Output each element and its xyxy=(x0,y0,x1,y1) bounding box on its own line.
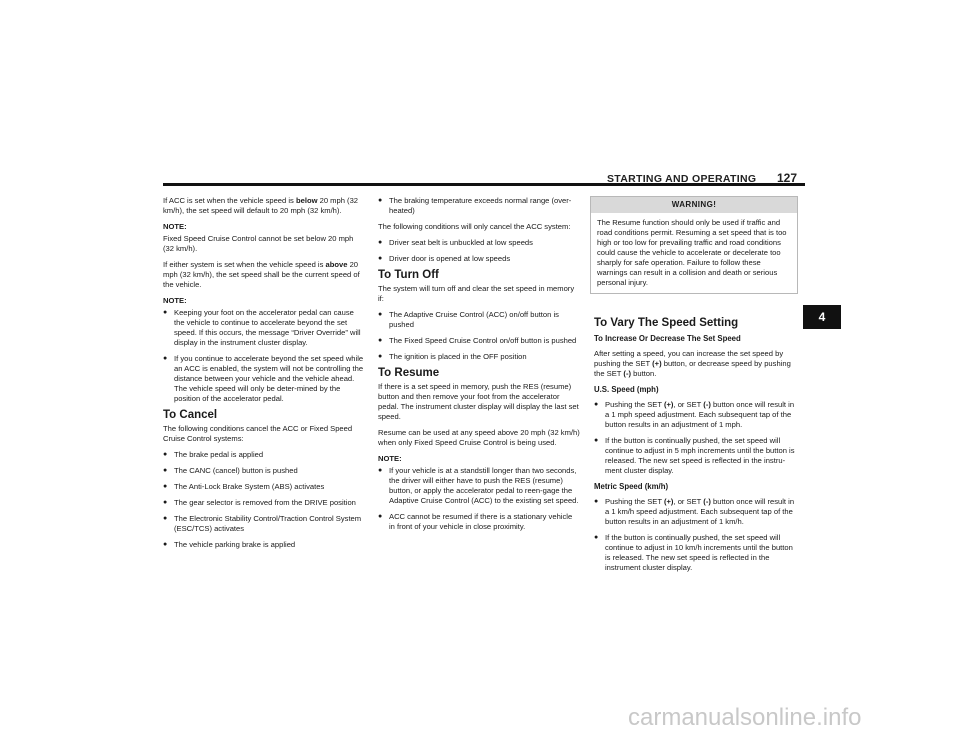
list-item-text: The vehicle parking brake is applied xyxy=(174,540,296,549)
list-item-text: The brake pedal is applied xyxy=(174,450,264,459)
text: 20 mph (32 km/h), the set speed will default to 20 mph (32 km/h). xyxy=(163,196,359,215)
text: Pushing the SET xyxy=(605,400,664,409)
paragraph xyxy=(163,260,365,290)
text: If the button is continually pushed, the set speed will continue to adjust in 10 km/h increments until the button is released. The new set speed is reflected in the instrument cluster display. xyxy=(605,533,793,572)
paragraph: The following conditions will only cancel the ACC system: xyxy=(378,222,571,231)
list-item xyxy=(378,466,580,506)
list-item xyxy=(378,352,580,362)
paragraph xyxy=(163,196,365,216)
text: button once will result in a 1 mph speed adjustment. Each subsequent tap of the button results in an adjustment of 1 mph. xyxy=(605,400,795,429)
list-item-text: Driver seat belt is unbuckled at low speeds xyxy=(389,238,533,247)
bullet-icon: ● xyxy=(378,467,383,474)
list-item xyxy=(594,533,797,573)
emphasis: (+) xyxy=(663,497,674,506)
section-heading-turn-off: To Turn Off xyxy=(378,269,439,281)
page-number: 127 xyxy=(777,171,798,185)
bullet-icon: ● xyxy=(378,513,383,520)
list-item xyxy=(163,308,365,348)
note-text: Fixed Speed Cruise Control cannot be set below 20 mph (32 km/h). xyxy=(163,234,354,253)
bullet-icon: ● xyxy=(163,451,168,458)
paragraph: The following conditions cancel the ACC or Fixed Speed Cruise Control systems: xyxy=(163,424,353,443)
list-item-text: ACC cannot be resumed if there is a stationary vehicle in front of your vehicle in close proximity. xyxy=(389,512,573,531)
list-item xyxy=(163,498,365,508)
list-item-text: The ignition is placed in the OFF position xyxy=(389,352,527,361)
list-item xyxy=(378,512,580,532)
emphasis: (-) xyxy=(703,400,711,409)
emphasis: (+) xyxy=(652,359,662,368)
list-item xyxy=(594,400,797,430)
watermark: carmanualsonline.info xyxy=(628,704,862,731)
list-item-text: Driver door is opened at low speeds xyxy=(389,254,511,263)
list-item xyxy=(163,354,365,404)
paragraph xyxy=(594,349,797,379)
list-item xyxy=(594,497,797,527)
bullet-icon: ● xyxy=(163,355,168,362)
bullet-list xyxy=(594,497,797,573)
bullet-list xyxy=(163,308,365,404)
note-label: NOTE: xyxy=(378,454,402,463)
list-item xyxy=(378,254,580,264)
bullet-icon: ● xyxy=(378,337,383,344)
paragraph: The system will turn off and clear the set speed in memory if: xyxy=(378,284,575,303)
warning-box xyxy=(590,196,798,294)
list-item xyxy=(378,336,580,346)
bullet-icon: ● xyxy=(378,353,383,360)
bullet-icon: ● xyxy=(378,239,383,246)
bullet-icon: ● xyxy=(163,515,168,522)
list-item-text: The Adaptive Cruise Control (ACC) on/off button is pushed xyxy=(389,310,559,329)
bullet-icon: ● xyxy=(163,541,168,548)
bullet-icon: ● xyxy=(378,197,383,204)
list-item-text: If you continue to accelerate beyond the set speed while an ACC is enabled, the system will not be controlling the distance between your vehicle and the vehicle ahead. The vehicle speed will only be deter-mined by the position of the accelerator pedal. xyxy=(174,354,364,403)
list-item xyxy=(163,450,365,460)
list-item-text: The gear selector is removed from the DRIVE position xyxy=(174,498,356,507)
bullet-list xyxy=(378,238,580,264)
chapter-tab: 4 xyxy=(803,305,841,329)
emphasis: (-) xyxy=(703,497,711,506)
text: If ACC is set when the vehicle speed is xyxy=(163,196,296,205)
list-item xyxy=(378,196,580,216)
list-item-text: The Fixed Speed Cruise Control on/off button is pushed xyxy=(389,336,577,345)
section-heading-cancel: To Cancel xyxy=(163,409,218,421)
paragraph: If there is a set speed in memory, push the RES (resume) button and then remove your foot from the accelerator pedal. The instrument cluster display will display the last set speed. xyxy=(378,382,579,421)
emphasis: (-) xyxy=(623,369,632,378)
note-label: NOTE: xyxy=(163,222,187,231)
bullet-icon: ● xyxy=(163,483,168,490)
list-item xyxy=(378,310,580,330)
text: 20 mph (32 km/h), the set speed shall be the current speed of the vehicle. xyxy=(163,260,360,289)
list-item-text: The Anti-Lock Brake System (ABS) activates xyxy=(174,482,325,491)
list-item xyxy=(378,238,580,248)
bullet-icon: ● xyxy=(378,311,383,318)
list-item-text: Keeping your foot on the accelerator pedal can cause the vehicle to continue to accelerate beyond the set speed. If this occurs, the message “Driver Override” will display in the instrument cluster display. xyxy=(174,308,361,347)
list-item xyxy=(163,540,365,550)
bullet-icon: ● xyxy=(163,309,168,316)
list-item xyxy=(163,482,365,492)
column-left xyxy=(163,196,365,556)
bullet-list xyxy=(163,450,365,550)
bullet-icon: ● xyxy=(378,255,383,262)
emphasis: below xyxy=(295,196,318,205)
text: button. xyxy=(631,369,657,378)
note-label: NOTE: xyxy=(163,296,187,305)
bullet-icon: ● xyxy=(594,437,599,444)
column-middle xyxy=(378,196,580,538)
list-item xyxy=(163,466,365,476)
text: button, or decrease speed by pushing the SET xyxy=(594,359,791,378)
emphasis: above xyxy=(325,260,348,269)
list-item xyxy=(594,436,797,476)
column-right xyxy=(594,312,797,579)
sub-heading: U.S. Speed (mph) xyxy=(594,385,659,394)
list-item xyxy=(163,514,365,534)
text: button once will result in a 1 km/h speed adjustment. Each subsequent tap of the button results in an adjustment of 1 km/h. xyxy=(605,497,795,526)
section-title: STARTING AND OPERATING xyxy=(607,173,757,185)
text: , or SET xyxy=(673,400,704,409)
list-item-text: If your vehicle is at a standstill longer than two seconds, the driver will either have to push the RES (resume) button, or apply the accelerator pedal to reen-gage the Adaptive Cruise Control (ACC) to the existing set speed. xyxy=(389,466,579,505)
paragraph: Resume can be used at any speed above 20 mph (32 km/h) when only Fixed Speed Cruise Control is being used. xyxy=(378,428,580,447)
text: If either system is set when the vehicle speed is xyxy=(163,260,326,269)
warning-title: WARNING! xyxy=(591,197,797,213)
list-item-text: The Electronic Stability Control/Traction Control System (ESC/TCS) activates xyxy=(174,514,362,533)
sub-heading: To Increase Or Decrease The Set Speed xyxy=(594,334,741,343)
bullet-icon: ● xyxy=(594,401,599,408)
section-heading-resume: To Resume xyxy=(378,367,440,379)
warning-text: The Resume function should only be used if traffic and road conditions permit. Resuming a set speed that is too high or too low for prevailing traffic and road conditions could cause the vehicle to accelerate or decelerate too sharply for safe operation. Failure to follow these warnings can result in a collision and death or serious personal injury. xyxy=(597,218,787,287)
list-item-text: The braking temperature exceeds normal range (over-heated) xyxy=(389,196,572,215)
text: , or SET xyxy=(673,497,704,506)
bullet-list xyxy=(594,400,797,476)
bullet-list xyxy=(378,196,580,216)
emphasis: (+) xyxy=(663,400,674,409)
section-heading-vary-speed: To Vary The Speed Setting xyxy=(594,317,739,329)
bullet-list xyxy=(378,310,580,362)
bullet-list xyxy=(378,466,580,532)
bullet-icon: ● xyxy=(594,534,599,541)
bullet-icon: ● xyxy=(163,499,168,506)
bullet-icon: ● xyxy=(594,498,599,505)
bullet-icon: ● xyxy=(163,467,168,474)
list-item-text: The CANC (cancel) button is pushed xyxy=(174,466,298,475)
text: After setting a speed, you can increase the set speed by pushing the SET xyxy=(594,349,784,368)
sub-heading: Metric Speed (km/h) xyxy=(594,482,669,491)
text: If the button is continually pushed, the set speed will continue to adjust in 5 mph increments until the button is released. The new set speed is reflected in the instru-ment cluster display. xyxy=(605,436,795,475)
text: Pushing the SET xyxy=(605,497,664,506)
